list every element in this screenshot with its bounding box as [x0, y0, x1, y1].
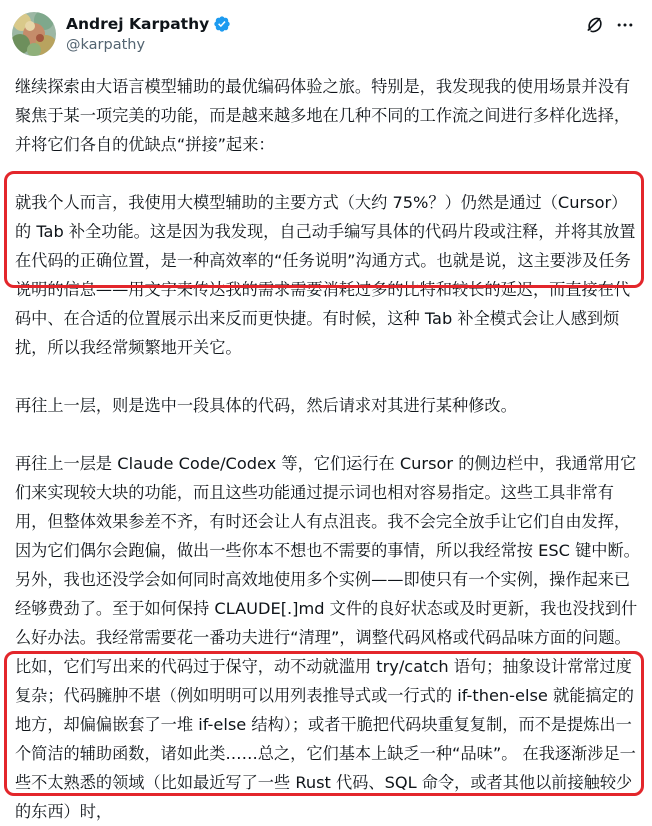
verified-badge-icon [213, 15, 231, 33]
author-handle[interactable]: @karpathy [66, 37, 146, 53]
avatar[interactable] [12, 12, 56, 56]
more-options-icon[interactable] [614, 14, 636, 36]
post-header [0, 0, 652, 66]
post-paragraph-select-edit: 再往上一层，则是选中一段具体的代码，然后请求对其进行某种修改。 [15, 396, 517, 415]
post-paragraph-tab-completion: 就我个人而言，我使用大模型辅助的主要方式（大约 75%？）仍然是通过（Cursor）的 Tab 补全功能。这是因为我发现，自己动手编写具体的代码片段或注释，并将其放置在代码的正确位置，是一种高效率的“任务说明”沟通方式。也就是说，这主要涉及任务说明的信息——用文字来传达我的需求需要消耗过多的比特和较长的延迟，而直接在代码中、在合适的位置展示出来反而更快捷。有时候，这种 Tab 补全模式会让人感到烦扰，所以我经常频繁地开关它。 [15, 193, 636, 357]
author-display-name[interactable]: Andrej Karpathy [66, 15, 210, 33]
grok-icon[interactable] [584, 14, 606, 36]
post-paragraph-intro: 继续探索由大语言模型辅助的最优编码体验之旅。特别是，我发现我的使用场景并没有聚焦于某一项完美的功能，而是越来越多地在几种不同的工作流之间进行多样化选择，并将它们各自的优缺点“拼接”起来： [15, 77, 631, 154]
post-paragraph-claude-code: 再往上一层是 Claude Code/Codex 等，它们运行在 Cursor 的侧边栏中，我通常用它们来实现较大块的功能，而且这些功能通过提示词也相对容易指定。这些工具非常有用，但整体效果参差不齐，有时还会让人有点沮丧。我不会完全放手让它们自由发挥，因为它们偶尔会跑偏，做出一些你本不想也不需要的事情，所以我经常按 ESC 键中断。另外，我也还没学会如何同时高效地使用多个实例——即使只有一个实例，操作起来已经够费劲了。至于如何保持 CLAUDE[.]md 文件的良好状态或及时更新，我也没找到什么好办法。我经常需要花一番功夫进行“清理”，调整代码风格或代码品味方面的问题。比如，它们写出来的代码过于保守，动不动就滥用 try/catch 语句；抽象设计常常过度复杂；代码臃肿不堪（例如明明可以用列表推导式或一行式的 if-then-else 就能搞定的地方，却偏偏嵌套了一堆 if-else 结构）；或者干脆把代码块重复复制，而不是提炼出一个简洁的辅助函数，诸如此类……总之，它们基本上缺乏一种“品味”。 在我逐渐涉足一些不太熟悉的领域（比如最近写了一些 Rust 代码、SQL 命令，或者其他以前接触较少的东西）时， [15, 454, 640, 821]
post-body [15, 72, 640, 826]
author-name-row [66, 13, 231, 35]
